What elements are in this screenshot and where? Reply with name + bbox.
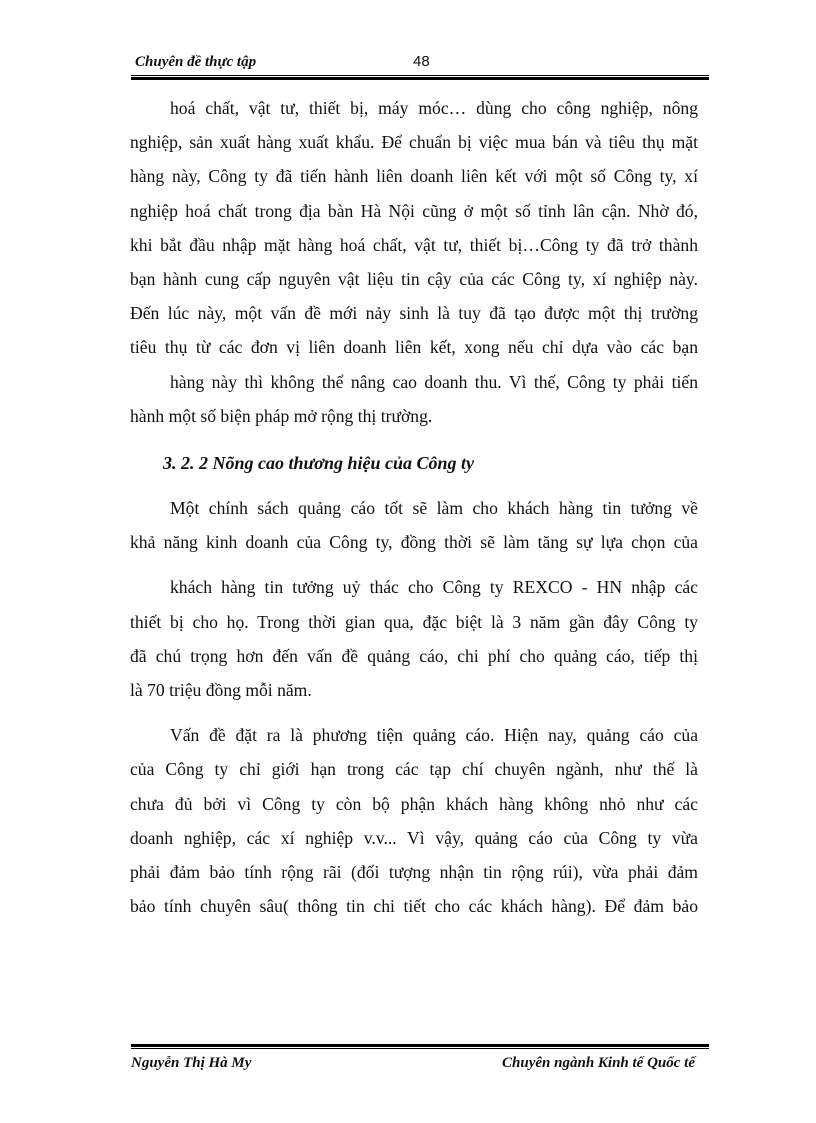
text-line: tiêu thụ từ các đơn vị liên doanh liên kết, xong nếu chỉ dựa vào các bạn (130, 337, 698, 358)
paragraph-1 (130, 91, 698, 365)
footer-author: Nguyễn Thị Hà My (131, 1055, 252, 1071)
text-line: hoá chất, vật tư, thiết bị, máy móc… dùng cho công nghiệp, nông (170, 98, 698, 118)
page-header (131, 52, 709, 74)
text-line: thiết bị cho họ. Trong thời gian qua, đặc biệt là 3 năm gần đây Công ty (130, 611, 698, 632)
paragraph-3 (130, 491, 698, 559)
paragraph-4 (130, 570, 698, 707)
text-line: nghiệp, sản xuất hàng xuất khẩu. Để chuẩn bị việc mua bán và tiêu thụ mặt (130, 132, 698, 153)
text-line: chưa đủ bởi vì Công ty còn bộ phận khách hàng không nhỏ như các (130, 793, 698, 814)
text-line: bảo tính chuyên sâu( thông tin chi tiết cho các khách hàng). Để đảm bảo (130, 896, 698, 917)
text-line: doanh nghiệp, các xí nghiệp v.v... Vì vậy, quảng cáo của Công ty vừa (130, 827, 698, 848)
text-line: khả năng kinh doanh của Công ty, đồng thời sẽ làm tăng sự lựa chọn của (130, 532, 698, 553)
paragraph-2 (130, 365, 698, 433)
text-line: khách hàng tin tưởng uỷ thác cho Công ty REXCO - HN nhập các (170, 577, 698, 598)
text-line: là 70 triệu đồng mỗi năm. (130, 680, 312, 701)
section-heading: 3. 2. 2 Nõng cao thương hiệu của Công ty (163, 453, 474, 473)
text-line: đã chú trọng hơn đến vấn đề quảng cáo, chi phí cho quảng cáo, tiếp thị (130, 645, 698, 666)
text-line: Vấn đề đặt ra là phương tiện quảng cáo. Hiện nay, quảng cáo của (170, 725, 698, 746)
text-line: hàng này thì không thể nâng cao doanh thu. Vì thế, Công ty phải tiến (170, 371, 698, 392)
body-text-2 (130, 491, 698, 923)
header-title: Chuyên đề thực tập (135, 54, 257, 70)
text-line: nghiệp hoá chất trong địa bàn Hà Nội cũng ở một số tỉnh lân cận. Nhờ đó, (130, 200, 698, 221)
text-line: Một chính sách quảng cáo tốt sẽ làm cho khách hàng tin tưởng về (170, 498, 698, 518)
text-line: bạn hành cung cấp nguyên vật liệu tin cậy của các Công ty, xí nghiệp này. (130, 269, 698, 290)
text-line: Đến lúc này, một vấn đề mới nảy sinh là tuy đã tạo được một thị trường (130, 303, 698, 324)
header-rule (131, 75, 709, 80)
body-text (130, 91, 698, 433)
text-line: hàng này, Công ty đã tiến hành liên doanh liên kết với một số Công ty, xí (130, 166, 698, 187)
text-line: khi bắt đầu nhập mặt hàng hoá chất, vật tư, thiết bị…Công ty đã trở thành (130, 234, 698, 255)
footer-major: Chuyên ngành Kinh tế Quốc tế (502, 1055, 695, 1071)
page-number: 48 (413, 53, 430, 70)
text-line: của Công ty chỉ giới hạn trong các tạp chí chuyên ngành, như thế là (130, 759, 698, 780)
paragraph-5 (130, 718, 698, 923)
footer-rule (131, 1044, 709, 1049)
text-line: hành một số biện pháp mở rộng thị trường. (130, 405, 433, 426)
text-line: phải đảm bảo tính rộng rãi (đối tượng nhận tin rộng rúi), vừa phải đảm (130, 862, 698, 883)
